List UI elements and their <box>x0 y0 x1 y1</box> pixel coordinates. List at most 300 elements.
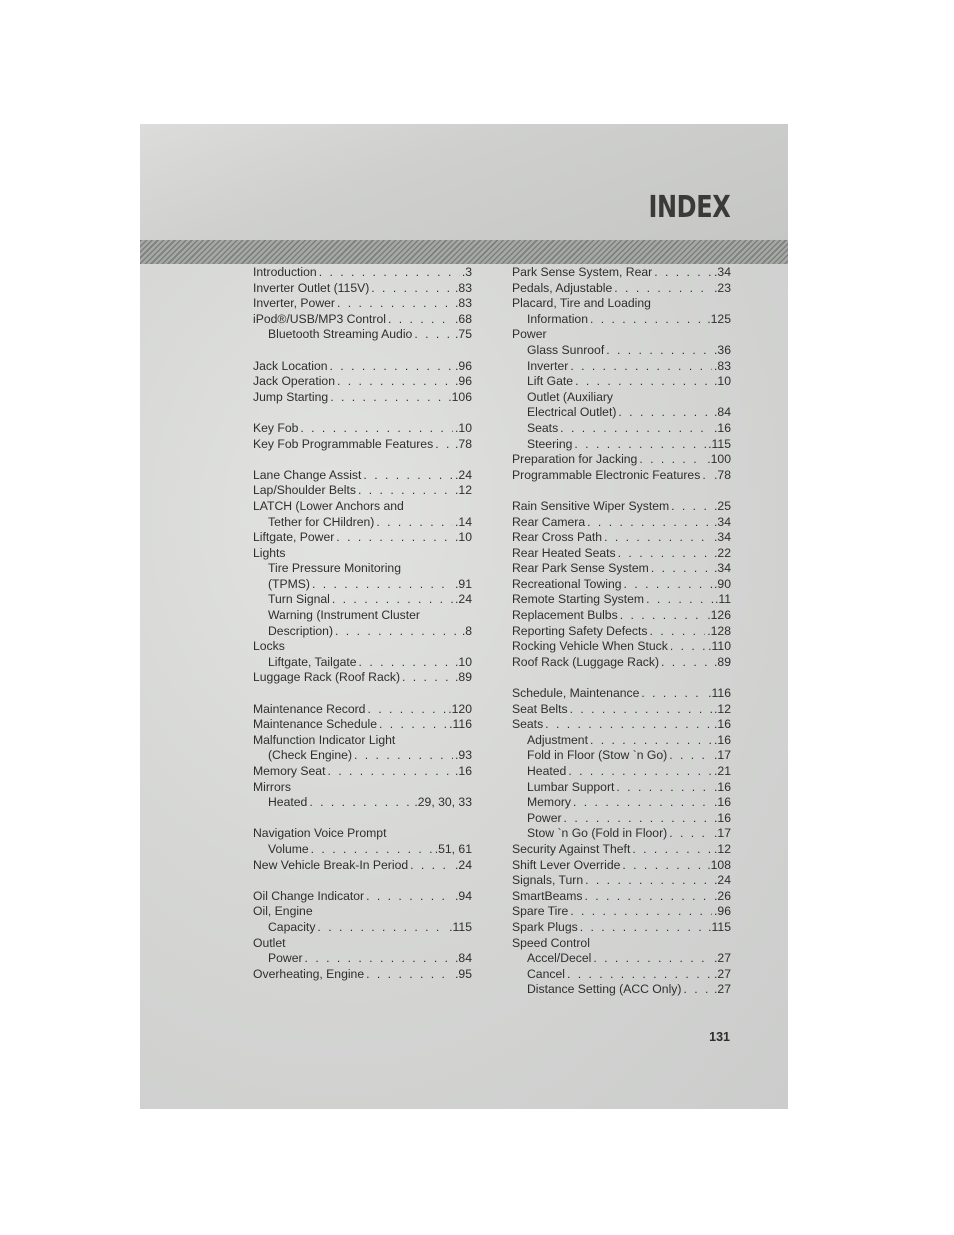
index-entry <box>253 764 472 780</box>
entry-page-ref: .83 <box>714 358 731 373</box>
entry-label: Heated <box>527 764 567 778</box>
dot-leader <box>614 281 712 295</box>
dot-leader <box>367 702 446 716</box>
index-subentry <box>512 795 731 811</box>
entry-page-ref: .23 <box>714 280 731 295</box>
index-entry <box>512 515 731 531</box>
entry-label: (TPMS) <box>268 576 310 591</box>
entry-label: Capacity <box>268 919 316 934</box>
dot-leader <box>702 468 712 482</box>
entry-page-ref: .120 <box>448 701 472 716</box>
index-spacer <box>253 343 472 359</box>
dot-leader <box>606 343 712 357</box>
entry-label: New Vehicle Break-In Period <box>253 857 409 872</box>
entry-label: SmartBeams <box>512 888 583 903</box>
index-entry <box>512 889 731 905</box>
entry-page-ref: .24 <box>455 857 472 872</box>
index-subentry <box>253 920 472 936</box>
index-subentry <box>512 390 731 406</box>
entry-label: Shift Lever Override <box>512 857 621 872</box>
entry-page-ref: .83 <box>455 296 472 311</box>
entry-label: Bluetooth Streaming Audio <box>268 327 413 342</box>
index-column-right <box>512 265 731 998</box>
entry-page-ref: .27 <box>714 966 731 981</box>
entry-label: Lumbar Support <box>527 779 615 794</box>
entry-page-ref: .34 <box>714 561 731 576</box>
dot-leader <box>305 951 454 965</box>
dot-leader <box>570 359 712 373</box>
index-entry <box>253 296 472 312</box>
entry-label: Mirrors <box>253 779 291 794</box>
dot-leader <box>618 546 712 560</box>
dot-leader <box>363 468 453 482</box>
index-subentry <box>512 733 731 749</box>
entry-page-ref: .106 <box>448 389 472 404</box>
dot-leader <box>590 733 712 747</box>
entry-page-ref: .84 <box>455 951 472 966</box>
dot-leader <box>311 842 433 856</box>
index-entry <box>253 702 472 718</box>
entry-page-ref: .21 <box>714 764 731 778</box>
index-subentry <box>512 951 731 967</box>
index-subentry <box>512 405 731 421</box>
index-entry <box>512 546 731 562</box>
dot-leader <box>651 561 712 575</box>
entry-label: Rear Heated Seats <box>512 545 616 560</box>
dot-leader <box>317 920 447 934</box>
dot-leader <box>590 312 705 326</box>
entry-page-ref: .89 <box>714 654 731 669</box>
entry-page-ref: .24 <box>714 873 731 888</box>
entry-label: Lift Gate <box>527 374 574 389</box>
entry-label: Malfunction Indicator Light <box>253 732 396 747</box>
index-entry <box>253 281 472 297</box>
dot-leader <box>545 717 712 731</box>
entry-label: Schedule, Maintenance <box>512 686 640 701</box>
entry-page-ref: .3 <box>461 265 472 279</box>
entry-page-ref: .34 <box>714 265 731 279</box>
index-entry <box>512 608 731 624</box>
entry-page-ref: .16 <box>714 420 731 435</box>
index-entry <box>512 296 731 312</box>
index-entry <box>253 421 472 437</box>
entry-page-ref: .91 <box>455 576 472 591</box>
entry-label: Lane Change Assist <box>253 467 362 482</box>
entry-label: Speed Control <box>512 935 590 950</box>
dot-leader <box>624 577 713 591</box>
index-spacer <box>512 670 731 686</box>
index-subentry <box>253 561 472 577</box>
entry-label: Description) <box>268 623 334 638</box>
index-subentry <box>512 421 731 437</box>
entry-label: Overheating, Engine <box>253 966 365 981</box>
dot-leader <box>330 359 454 373</box>
entry-label: Heated <box>268 795 308 810</box>
entry-page-ref: .93 <box>455 748 472 763</box>
entry-label: Oil, Engine <box>253 904 313 919</box>
dot-leader <box>580 920 706 934</box>
index-entry <box>512 530 731 546</box>
dot-leader <box>646 592 713 606</box>
entry-label: Power <box>512 327 547 342</box>
entry-page-ref: .14 <box>455 514 472 529</box>
index-entry <box>512 577 731 593</box>
index-spacer <box>253 811 472 827</box>
entry-label: Seat Belts <box>512 701 568 716</box>
dot-leader <box>568 764 712 778</box>
entry-page-ref: .36 <box>714 342 731 357</box>
entry-page-ref: .94 <box>455 888 472 903</box>
entry-label: Seats <box>512 717 544 732</box>
entry-label: Accel/Decel <box>527 951 592 966</box>
entry-label: Replacement Bulbs <box>512 608 618 623</box>
entry-page-ref: .96 <box>455 374 472 389</box>
entry-page-ref: .16 <box>714 810 731 825</box>
entry-label: Inverter, Power <box>253 296 335 311</box>
dot-leader <box>371 281 453 295</box>
index-entry <box>253 826 472 842</box>
index-entry <box>253 359 472 375</box>
dot-leader <box>585 873 712 887</box>
dot-leader <box>379 717 447 731</box>
index-entry <box>253 374 472 390</box>
entry-label: Lap/Shoulder Belts <box>253 483 356 498</box>
entry-label: Memory Seat <box>253 764 326 778</box>
entry-page-ref: .27 <box>714 951 731 966</box>
dot-leader <box>366 967 453 981</box>
entry-label: Inverter Outlet (115V) <box>253 280 370 295</box>
dot-leader <box>388 312 453 326</box>
index-entry <box>253 717 472 733</box>
entry-page-ref: .8 <box>461 623 472 638</box>
entry-label: Seats <box>527 420 559 435</box>
entry-label: Memory <box>527 795 572 810</box>
dot-leader <box>641 686 706 700</box>
dot-leader <box>567 967 712 981</box>
dot-leader <box>574 437 706 451</box>
index-subentry <box>512 359 731 375</box>
entry-label: Tire Pressure Monitoring <box>268 561 401 576</box>
index-entry <box>512 920 731 936</box>
entry-label: Park Sense System, Rear <box>512 265 653 279</box>
dot-leader <box>564 811 713 825</box>
entry-label: Inverter <box>527 358 569 373</box>
entry-label: Liftgate, Tailgate <box>268 654 357 669</box>
dot-leader <box>632 842 712 856</box>
dot-leader <box>312 577 453 591</box>
index-subentry <box>512 967 731 983</box>
entry-label: Steering <box>527 436 573 451</box>
dot-leader <box>618 405 712 419</box>
entry-page-ref: .24 <box>455 467 472 482</box>
index-subentry <box>253 624 472 640</box>
index-subentry <box>253 592 472 608</box>
entry-label: Maintenance Schedule <box>253 717 377 732</box>
index-entry <box>512 842 731 858</box>
entry-page-ref: .11 <box>714 592 731 607</box>
dot-leader <box>414 327 453 341</box>
entry-page-ref: .12 <box>714 701 731 716</box>
entry-page-ref: .115 <box>449 919 472 934</box>
dot-leader <box>309 795 412 809</box>
index-subentry <box>512 748 731 764</box>
entry-label: Power <box>527 810 562 825</box>
index-entry <box>253 390 472 406</box>
entry-label: Rear Camera <box>512 514 586 529</box>
index-entry <box>512 639 731 655</box>
dot-leader <box>402 670 453 684</box>
dot-leader <box>300 421 453 435</box>
dot-leader <box>654 265 712 279</box>
entry-page-ref: .78 <box>714 467 731 482</box>
entry-page-ref: .78 <box>455 436 472 451</box>
index-column-left <box>253 265 472 982</box>
index-entry <box>253 780 472 796</box>
header-stripe <box>140 240 788 264</box>
dot-leader <box>337 296 453 310</box>
entry-label: Jack Location <box>253 358 328 373</box>
index-subentry <box>253 515 472 531</box>
entry-page-ref: .29, 30, 33 <box>414 795 472 810</box>
dot-leader <box>560 421 712 435</box>
index-entry <box>512 468 731 484</box>
index-entry <box>253 265 472 281</box>
entry-page-ref: .83 <box>455 280 472 295</box>
entry-page-ref: .10 <box>455 654 472 669</box>
entry-page-ref: .16 <box>714 732 731 747</box>
dot-leader <box>622 858 705 872</box>
index-entry <box>253 936 472 952</box>
dot-leader <box>587 515 712 529</box>
entry-page-ref: .34 <box>714 514 731 529</box>
entry-label: Locks <box>253 639 285 654</box>
entry-page-ref: .27 <box>714 982 731 997</box>
entry-label: Rain Sensitive Wiper System <box>512 498 670 513</box>
entry-page-ref: .128 <box>707 623 731 638</box>
index-entry <box>512 686 731 702</box>
index-subentry <box>253 795 472 811</box>
entry-label: Preparation for Jacking <box>512 452 638 467</box>
index-entry <box>512 904 731 920</box>
dot-leader <box>376 515 453 529</box>
entry-label: Remote Starting System <box>512 592 645 607</box>
entry-label: Signals, Turn <box>512 873 584 888</box>
dot-leader <box>366 889 453 903</box>
entry-page-ref: .96 <box>714 904 731 919</box>
entry-label: Jump Starting <box>253 389 329 404</box>
entry-label: (Check Engine) <box>268 748 352 763</box>
entry-label: Cancel <box>527 966 565 981</box>
index-entry <box>253 546 472 562</box>
entry-page-ref: .90 <box>714 576 731 591</box>
entry-page-ref: .115 <box>708 436 731 451</box>
entry-label: Spare Tire <box>512 904 569 919</box>
index-subentry <box>253 608 472 624</box>
entry-label: Fold in Floor (Stow `n Go) <box>527 748 668 763</box>
entry-label: Outlet <box>253 935 286 950</box>
entry-label: Stow `n Go (Fold in Floor) <box>527 826 668 841</box>
entry-page-ref: .96 <box>455 358 472 373</box>
index-entry <box>512 858 731 874</box>
index-entry <box>253 483 472 499</box>
entry-page-ref: .68 <box>455 311 472 326</box>
dot-leader <box>358 483 453 497</box>
index-entry <box>253 733 472 749</box>
dot-leader <box>575 374 712 388</box>
index-subentry <box>512 826 731 842</box>
index-entry <box>512 499 731 515</box>
index-subentry <box>253 842 472 858</box>
index-subentry <box>253 327 472 343</box>
index-subentry <box>253 748 472 764</box>
dot-leader <box>620 608 706 622</box>
index-entry <box>512 655 731 671</box>
index-spacer <box>253 405 472 421</box>
entry-label: Introduction <box>253 265 317 279</box>
index-subentry <box>512 312 731 328</box>
index-entry <box>512 624 731 640</box>
entry-label: Pedals, Adjustable <box>512 280 613 295</box>
dot-leader <box>330 390 446 404</box>
entry-page-ref: .12 <box>714 841 731 856</box>
entry-label: Distance Setting (ACC Only) <box>527 982 682 997</box>
entry-page-ref: .126 <box>707 608 731 623</box>
index-subentry <box>512 811 731 827</box>
entry-page-ref: .95 <box>455 966 472 981</box>
dot-leader <box>359 655 454 669</box>
index-entry <box>253 639 472 655</box>
entry-page-ref: .34 <box>714 530 731 545</box>
dot-leader <box>661 655 712 669</box>
entry-label: Information <box>527 311 588 326</box>
dot-leader <box>573 795 712 809</box>
index-entry <box>512 265 731 281</box>
index-entry <box>253 889 472 905</box>
index-spacer <box>253 686 472 702</box>
entry-label: Lights <box>253 545 286 560</box>
entry-page-ref: .10 <box>455 420 472 435</box>
entry-page-ref: .108 <box>707 857 731 872</box>
entry-page-ref: .84 <box>714 405 731 420</box>
entry-page-ref: .25 <box>714 498 731 513</box>
entry-label: Electrical Outlet) <box>527 405 617 420</box>
dot-leader <box>616 780 712 794</box>
entry-label: Rear Park Sense System <box>512 561 649 576</box>
entry-page-ref: .24 <box>455 592 472 607</box>
dot-leader <box>669 748 712 762</box>
index-entry <box>253 967 472 983</box>
entry-label: Liftgate, Power <box>253 530 335 545</box>
dot-leader <box>354 748 453 762</box>
dot-leader <box>336 530 453 544</box>
entry-page-ref: .16 <box>455 764 472 778</box>
entry-label: Placard, Tire and Loading <box>512 296 651 311</box>
dot-leader <box>327 764 453 778</box>
entry-page-ref: .17 <box>714 748 731 763</box>
entry-page-ref: .10 <box>714 374 731 389</box>
dot-leader <box>683 982 712 996</box>
entry-page-ref: .16 <box>714 779 731 794</box>
entry-page-ref: .89 <box>455 670 472 685</box>
entry-label: Key Fob <box>253 420 299 435</box>
index-entry <box>253 312 472 328</box>
index-entry <box>253 670 472 686</box>
entry-page-ref: .22 <box>714 545 731 560</box>
entry-page-ref: .16 <box>714 795 731 810</box>
index-entry <box>253 499 472 515</box>
entry-label: Luggage Rack (Roof Rack) <box>253 670 400 685</box>
index-subentry <box>512 982 731 998</box>
dot-leader <box>570 904 712 918</box>
dot-leader <box>650 624 706 638</box>
index-spacer <box>512 483 731 499</box>
dot-leader <box>337 374 453 388</box>
index-entry <box>512 327 731 343</box>
index-entry <box>253 904 472 920</box>
index-subentry <box>512 437 731 453</box>
entry-page-ref: .17 <box>714 826 731 841</box>
entry-label: Adjustment <box>527 732 588 747</box>
entry-label: Tether for CHildren) <box>268 514 375 529</box>
index-spacer <box>253 452 472 468</box>
entry-label: Recreational Towing <box>512 576 622 591</box>
entry-label: Warning (Instrument Cluster <box>268 608 420 623</box>
dot-leader <box>319 265 460 279</box>
index-subentry <box>512 780 731 796</box>
entry-label: iPod®/USB/MP3 Control <box>253 311 386 326</box>
dot-leader <box>410 858 453 872</box>
index-entry <box>512 702 731 718</box>
index-entry <box>512 561 731 577</box>
index-entry <box>512 452 731 468</box>
entry-label: Programmable Electronic Features <box>512 467 701 482</box>
entry-label: Power <box>268 951 303 966</box>
dot-leader <box>670 639 706 653</box>
index-entry <box>512 936 731 952</box>
entry-page-ref: .125 <box>707 311 731 326</box>
index-entry <box>253 530 472 546</box>
entry-page-ref: .116 <box>708 686 731 701</box>
index-entry <box>253 437 472 453</box>
dot-leader <box>671 499 712 513</box>
index-entry <box>253 858 472 874</box>
index-subentry <box>512 343 731 359</box>
page-title: INDEX <box>648 190 730 225</box>
entry-page-ref: .26 <box>714 888 731 903</box>
index-subentry <box>253 655 472 671</box>
page-number: 131 <box>709 1030 730 1044</box>
index-subentry <box>512 764 731 780</box>
entry-page-ref: .51, 61 <box>434 841 472 856</box>
index-entry <box>512 873 731 889</box>
entry-page-ref: .116 <box>449 717 472 732</box>
index-subentry <box>512 374 731 390</box>
entry-label: Reporting Safety Defects <box>512 623 648 638</box>
dot-leader <box>669 826 712 840</box>
entry-label: Jack Operation <box>253 374 335 389</box>
dot-leader <box>639 452 705 466</box>
dot-leader <box>332 592 453 606</box>
entry-page-ref: .115 <box>708 919 731 934</box>
index-entry <box>512 592 731 608</box>
entry-label: Key Fob Programmable Features <box>253 436 434 451</box>
entry-label: Outlet (Auxiliary <box>527 389 614 404</box>
dot-leader <box>584 889 712 903</box>
entry-label: Maintenance Record <box>253 701 366 716</box>
dot-leader <box>593 951 712 965</box>
entry-label: Security Against Theft <box>512 841 631 856</box>
page-header <box>140 124 788 240</box>
